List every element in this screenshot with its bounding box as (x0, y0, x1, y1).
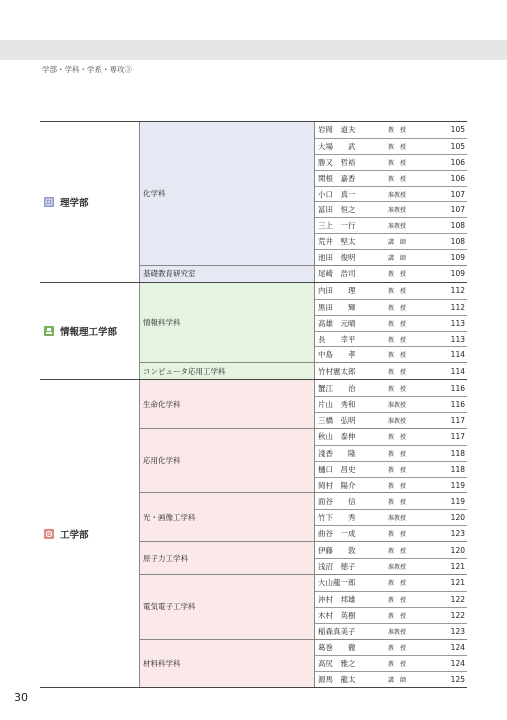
staff-row: 冨田 恒之 准教授 107 (315, 201, 467, 217)
page-number: 30 (14, 691, 28, 704)
staff-row: 木村 英樹 教 授 122 (315, 607, 467, 623)
staff-row: 竹村憲太郎 教 授 114 (318, 366, 465, 376)
staff-row: 小口 真一 准教授 107 (315, 186, 467, 202)
engineering-icon (44, 529, 54, 539)
department (140, 574, 467, 639)
department (140, 265, 467, 282)
staff-row: 稲森真美子 准教授 123 (315, 623, 467, 639)
staff-row: 源馬 龍太 講 師 125 (315, 671, 467, 687)
department (140, 380, 467, 428)
staff-row: 蟹江 治 教 授 116 (318, 383, 465, 393)
faculty-information (40, 282, 467, 379)
staff-row: 葛巻 徹 教 授 124 (318, 642, 465, 652)
department-name: 基礎教育研究室 (140, 266, 315, 282)
department (140, 541, 467, 574)
staff-row: 関根 嘉香 教 授 106 (315, 170, 467, 186)
science-icon (44, 197, 54, 207)
faculty-name: 理学部 (60, 197, 89, 209)
department-name: コンピュータ応用工学科 (140, 363, 315, 379)
department-name: 電気電子工学科 (140, 575, 315, 639)
department-name: 応用化学科 (140, 429, 315, 493)
department (140, 122, 467, 265)
staff-row: 淺香 隆 教 授 118 (315, 445, 467, 461)
staff-row: 勝又 哲裕 教 授 106 (315, 154, 467, 170)
department-name: 材料科学科 (140, 640, 315, 688)
department (140, 428, 467, 493)
staff-row: 中島 孝 教 授 114 (315, 346, 467, 362)
faculty-label (40, 283, 139, 379)
staff-row: 竹下 秀 准教授 120 (315, 509, 467, 525)
department (140, 492, 467, 541)
staff-row: 面谷 信 教 授 119 (318, 496, 465, 506)
header-band (0, 40, 507, 60)
staff-row: 浅沼 徳子 准教授 121 (315, 558, 467, 574)
staff-row: 大山龍一郎 教 授 121 (318, 578, 465, 588)
staff-row: 黒田 輝 教 授 112 (315, 299, 467, 315)
staff-row: 秋山 泰伸 教 授 117 (318, 432, 465, 442)
staff-row: 三橋 弘明 准教授 117 (315, 412, 467, 428)
staff-row: 沖村 邦雄 教 授 122 (315, 591, 467, 607)
department (140, 283, 467, 362)
department (140, 639, 467, 688)
faculty-engineering (40, 379, 467, 688)
department-name: 化学科 (140, 122, 315, 265)
staff-row: 岡村 陽介 教 授 119 (315, 477, 467, 493)
staff-row: 大場 武 教 授 105 (315, 138, 467, 154)
staff-row: 片山 秀和 准教授 116 (315, 396, 467, 412)
staff-row: 三上 一行 准教授 108 (315, 217, 467, 233)
staff-row: 池田 俊明 講 師 109 (315, 249, 467, 265)
staff-row: 岩岡 道夫 教 授 105 (318, 125, 465, 135)
breadcrumb: 学部・学科・学系・専攻③ (42, 65, 132, 74)
department-name: 光・画像工学科 (140, 493, 315, 541)
staff-row: 長 幸平 教 授 113 (315, 331, 467, 347)
faculty-name: 工学部 (60, 529, 89, 541)
faculty-science (40, 121, 467, 282)
department (140, 362, 467, 379)
information-icon (44, 326, 54, 336)
staff-row: 高尻 雅之 教 授 124 (315, 655, 467, 671)
staff-row: 荒井 堅太 講 師 108 (315, 233, 467, 249)
staff-row: 伊藤 敦 教 授 120 (318, 545, 465, 555)
faculty-name: 情報理工学部 (60, 327, 118, 339)
faculty-staff-table (40, 121, 467, 688)
staff-row: 内田 理 教 授 112 (318, 286, 465, 296)
staff-row: 樋口 昌史 教 授 118 (315, 461, 467, 477)
faculty-label (40, 122, 139, 282)
department-name: 生命化学科 (140, 380, 315, 428)
faculty-label (40, 380, 139, 687)
staff-row: 高雄 元晴 教 授 113 (315, 315, 467, 331)
department-name: 情報科学科 (140, 283, 315, 362)
department-name: 原子力工学科 (140, 542, 315, 574)
staff-row: 尾崎 浩司 教 授 109 (318, 269, 465, 279)
staff-row: 曲谷 一成 教 授 123 (315, 525, 467, 541)
